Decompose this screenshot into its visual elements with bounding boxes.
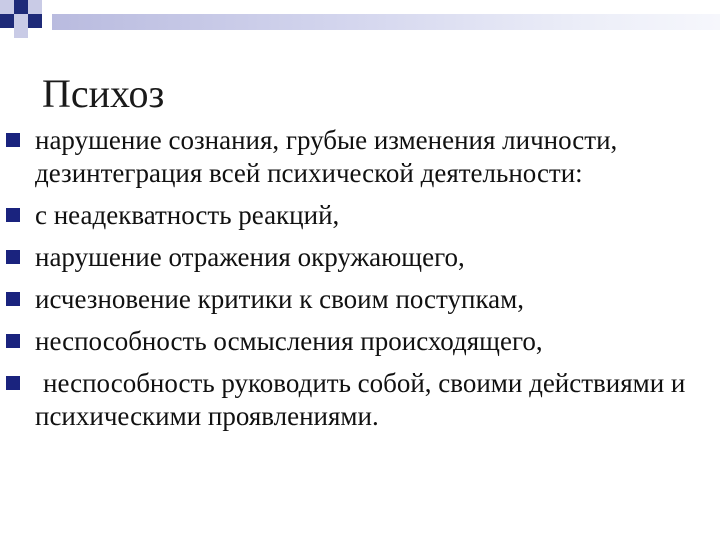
bullet-text: исчезновение критики к своим поступкам, — [35, 284, 524, 314]
bullet-text: нарушение сознания, грубые изменения личности, дезинтеграция всей психической деятельности: — [35, 125, 618, 188]
bullet-item — [0, 367, 700, 433]
decor-square — [0, 14, 14, 28]
decor-square — [28, 14, 42, 28]
square-bullet-icon — [6, 250, 20, 264]
bullet-text: с неадекватность реакций, — [35, 200, 340, 230]
decor-square — [14, 0, 28, 14]
bullet-item — [0, 325, 700, 358]
square-bullet-icon — [6, 376, 20, 390]
decor-square — [14, 14, 28, 28]
decorative-header-band — [0, 0, 720, 40]
bullet-text: нарушение отражения окружающего, — [35, 242, 465, 272]
square-bullet-icon — [6, 292, 20, 306]
square-bullet-icon — [6, 133, 20, 147]
decorative-gradient-stripe — [52, 14, 720, 30]
decor-square — [28, 0, 42, 14]
decor-square — [0, 0, 14, 14]
slide-title: Психоз — [42, 71, 165, 116]
square-bullet-icon — [6, 334, 20, 348]
decor-square — [14, 28, 28, 38]
bullet-item — [0, 283, 700, 316]
square-bullet-icon — [6, 208, 20, 222]
bullet-text: неспособность руководить собой, своими действиями и психическими проявлениями. — [35, 368, 686, 431]
bullet-item — [0, 241, 700, 274]
bullet-text: неспособность осмысления происходящего, — [35, 326, 543, 356]
bullet-item — [0, 199, 700, 232]
bullet-item — [0, 124, 700, 190]
bullet-list — [0, 124, 700, 442]
